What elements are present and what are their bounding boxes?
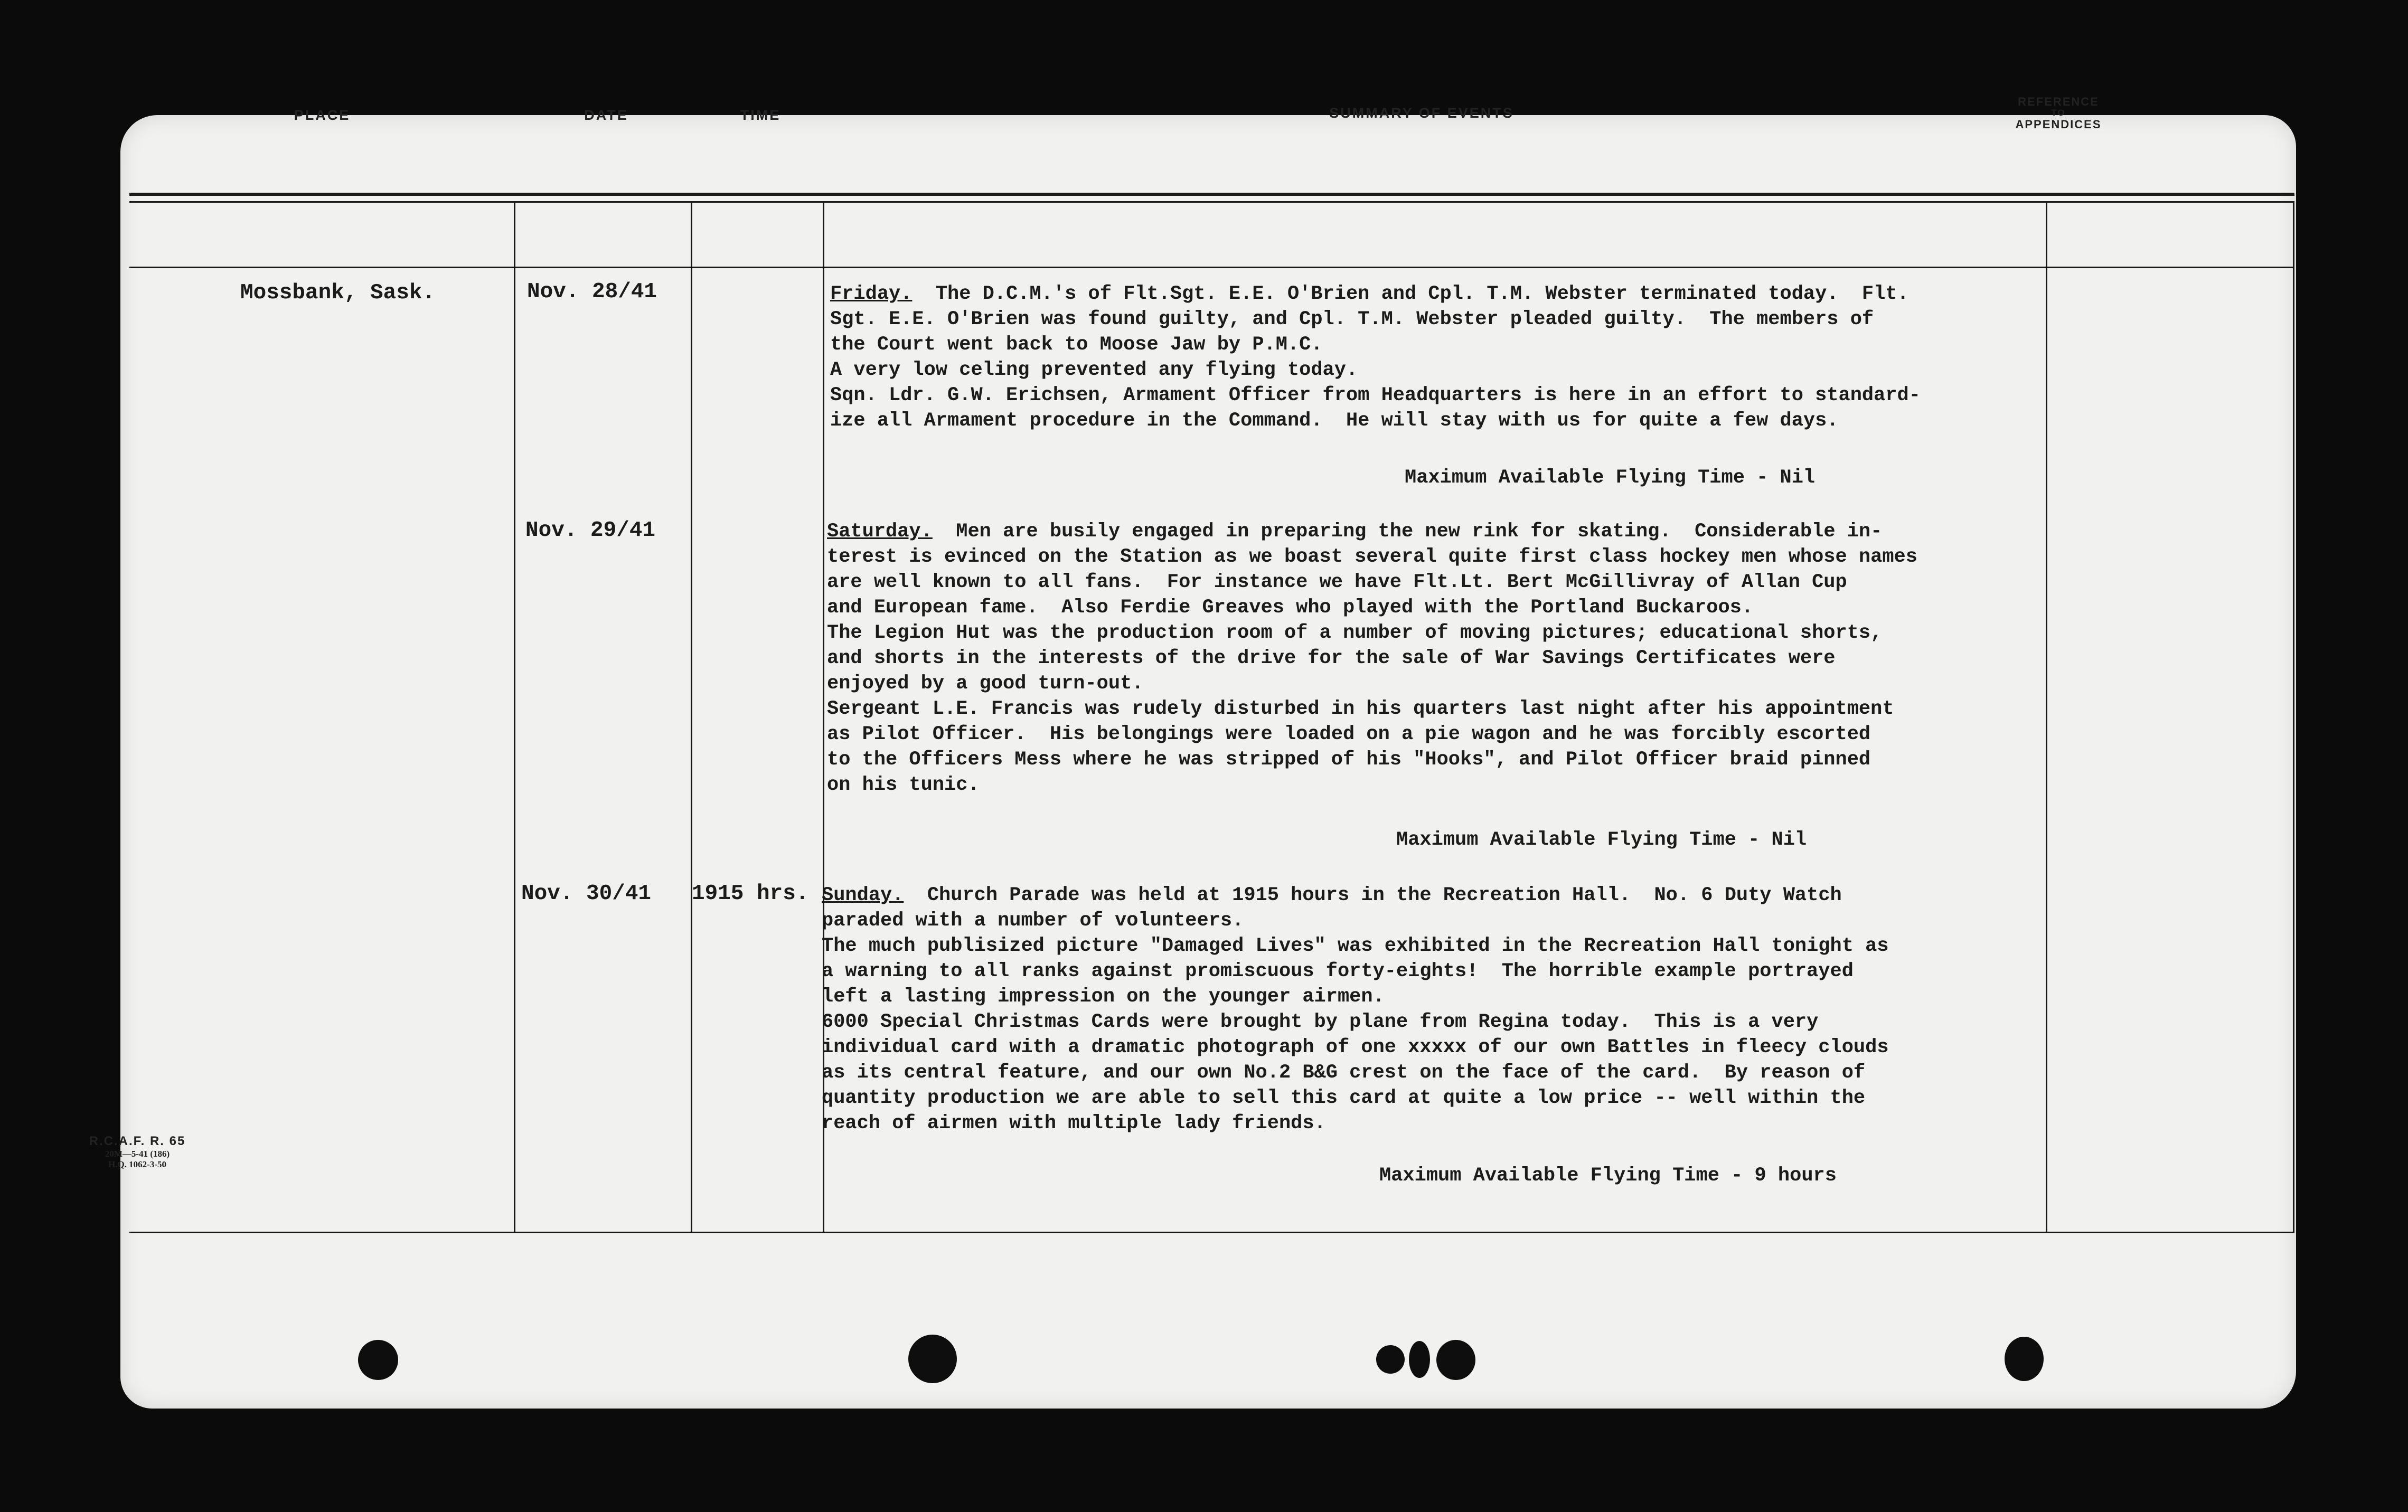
entry-time: 1915 hrs. [692, 882, 809, 906]
summary-line: 6000 Special Christmas Cards were brought by plane from Regina today. This is a very [822, 1011, 1819, 1033]
binder-hole [1436, 1340, 1475, 1380]
binder-hole [1376, 1345, 1405, 1374]
header-place: PLACE [294, 107, 351, 123]
summary-line: on his tunic. [827, 774, 980, 796]
summary-line: and shorts in the interests of the drive for the sale of War Savings Certificates were [827, 647, 1836, 669]
place-cell: Mossbank, Sask. [240, 281, 436, 305]
summary-line: as its central feature, and our own No.2 B&G crest on the face of the card. By reason of [822, 1062, 1866, 1084]
summary-line: The much publisized picture "Damaged Lives" was exhibited in the Recreation Hall tonight as [822, 935, 1889, 957]
summary-line: terest is evinced on the Station as we boast several quite first class hockey men whose names [827, 546, 1917, 568]
entry-summary [827, 519, 2179, 798]
summary-line: as Pilot Officer. His belongings were loaded on a pie wagon and he was forcibly escorted [827, 723, 1871, 745]
flying-time: Maximum Available Flying Time - 9 hours [1379, 1165, 1837, 1187]
header-time: TIME [740, 107, 781, 123]
summary-line: left a lasting impression on the younger airmen. [822, 986, 1385, 1008]
binder-hole [908, 1335, 957, 1383]
summary-line: to the Officers Mess where he was stripped of his "Hooks", and Pilot Officer braid pinned [827, 749, 1871, 771]
summary-line: the Court went back to Moose Jaw by P.M.C. [830, 334, 1323, 356]
summary-line: individual card with a dramatic photograph of one xxxxx of our own Battles in fleecy clouds [822, 1036, 1889, 1059]
column-divider-place [514, 201, 515, 1232]
entry-day: Saturday. [827, 521, 933, 543]
summary-line [822, 883, 2174, 908]
form-number-block [53, 1134, 222, 1170]
entry-day: Sunday. [822, 884, 904, 906]
form-hq-code: H.Q. 1062-3-50 [108, 1159, 167, 1169]
summary-line [830, 281, 2182, 307]
top-rule [129, 193, 2294, 196]
form-print-code: 20M—5-41 (186) [105, 1149, 170, 1159]
top-rule-thin [129, 201, 2294, 203]
summary-text: Church Parade was held at 1915 hours in the Recreation Hall. No. 6 Duty Watch [904, 884, 1842, 906]
summary-line: A very low celing prevented any flying today. [830, 359, 1358, 381]
header-reference-line: REFERENCE [2018, 95, 2099, 108]
summary-line [827, 519, 2179, 544]
summary-line: and European fame. Also Ferdie Greaves who played with the Portland Buckaroos. [827, 597, 1754, 619]
entry-day: Friday. [830, 283, 913, 305]
form-number: R.C.A.F. R. 65 [89, 1134, 186, 1148]
flying-time: Maximum Available Flying Time - Nil [1405, 467, 1816, 489]
summary-line: ize all Armament procedure in the Command. He will stay with us for quite a few days. [830, 410, 1839, 432]
binder-hole [358, 1340, 398, 1380]
entry-date: Nov. 29/41 [525, 518, 656, 543]
header-bottom-rule [129, 267, 2294, 268]
summary-line: Sergeant L.E. Francis was rudely disturbed in his quarters last night after his appointment [827, 698, 1894, 720]
right-edge-rule [2293, 201, 2294, 1232]
summary-line: Sgt. E.E. O'Brien was found guilty, and Cpl. T.M. Webster pleaded guilty. The members of [830, 308, 1874, 330]
header-date: DATE [584, 107, 628, 123]
entry-date: Nov. 30/41 [521, 882, 652, 906]
header-summary: SUMMARY OF EVENTS [1329, 105, 1514, 121]
summary-line: The Legion Hut was the production room of a number of moving pictures; educational shorts, [827, 622, 1883, 644]
header-reference-line: APPENDICES [2015, 118, 2102, 131]
entry-date: Nov. 28/41 [527, 280, 657, 304]
summary-line: paraded with a number of volunteers. [822, 910, 1244, 932]
entry-summary [830, 281, 2182, 433]
summary-line: Sqn. Ldr. G.W. Erichsen, Armament Officer from Headquarters is here in an effort to standard- [830, 384, 1921, 407]
binder-hole [2005, 1337, 2044, 1381]
summary-line: a warning to all ranks against promiscuous forty-eights! The horrible example portrayed [822, 960, 1854, 982]
summary-line: reach of airmen with multiple lady friends. [822, 1112, 1326, 1135]
header-reference-line: TO [2051, 108, 2066, 118]
entry-summary [822, 883, 2174, 1136]
summary-line: are well known to all fans. For instance we have Flt.Lt. Bert McGillivray of Allan Cup [827, 571, 1847, 593]
flying-time: Maximum Available Flying Time - Nil [1396, 829, 1807, 851]
summary-line: enjoyed by a good turn-out. [827, 673, 1144, 695]
summary-text: Men are busily engaged in preparing the new rink for skating. Considerable in- [932, 521, 1883, 543]
header-reference [2015, 95, 2101, 131]
binder-hole [1409, 1341, 1430, 1378]
summary-text: The D.C.M.'s of Flt.Sgt. E.E. O'Brien and Cpl. T.M. Webster terminated today. Flt. [912, 283, 1909, 305]
bottom-rule [129, 1232, 2294, 1233]
summary-line: quantity production we are able to sell this card at quite a low price -- well within the [822, 1087, 1866, 1109]
column-divider-date [691, 201, 692, 1232]
